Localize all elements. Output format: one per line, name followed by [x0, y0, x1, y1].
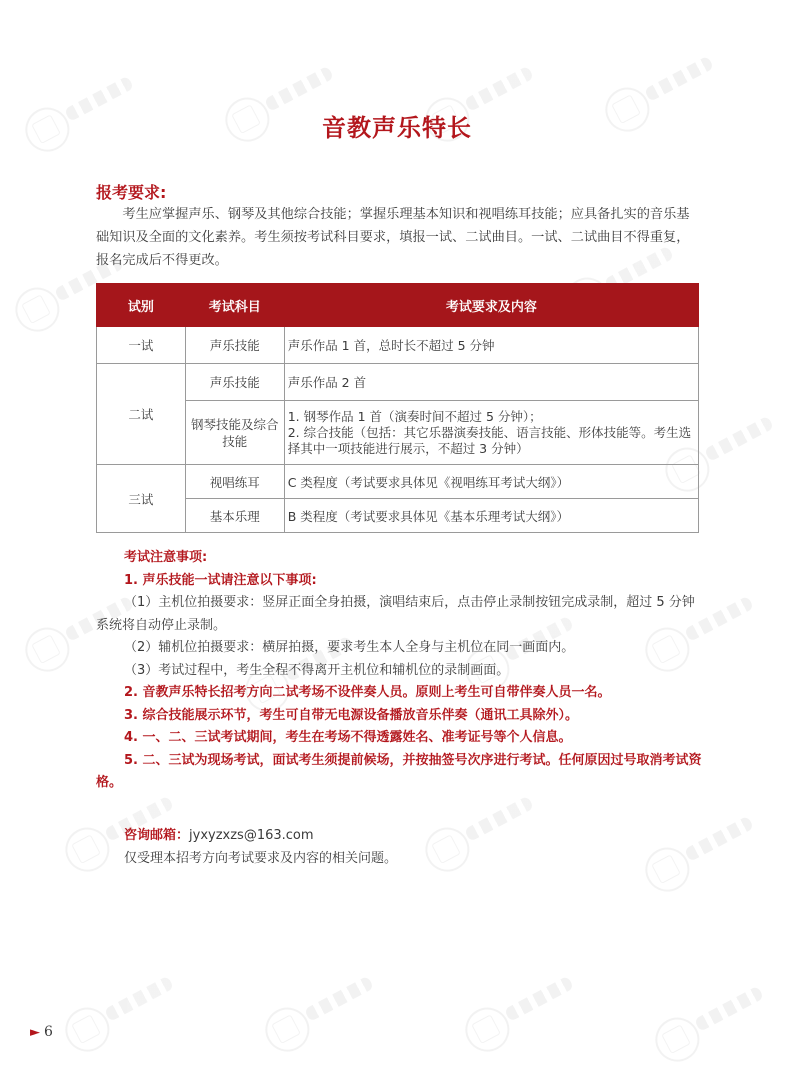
- page-footer: [30, 1024, 53, 1040]
- table-header-row: [97, 284, 699, 327]
- content-line: 1. 钢琴作品 1 首（演奏时间不超过 5 分钟）；: [287, 408, 542, 424]
- page-number: 6: [44, 1024, 53, 1040]
- note-item: （3）考试过程中，考生全程不得离开主机位和辅机位的录制画面。: [124, 662, 510, 678]
- round-label: 三试: [97, 465, 186, 533]
- contact-note: 仅受理本招考方向考试要求及内容的相关问题。: [124, 851, 398, 866]
- note-point: 3. 综合技能展示环节，考生可自带无电源设备播放音乐伴奏（通讯工具除外）。: [124, 707, 579, 723]
- subject-cell: 声乐技能: [185, 327, 284, 364]
- content-cell: 声乐作品 2 首: [284, 364, 698, 401]
- contact-line: [124, 824, 397, 847]
- exam-notes: [96, 547, 706, 795]
- content-line: 2. 综合技能（包括：其它乐器演奏技能、语言技能、形体技能等。考生选择其中一项技能进行展示，不超过 3 分钟）: [287, 424, 692, 456]
- requirements-heading: 报考要求:: [96, 183, 167, 202]
- header-round: 试别: [97, 284, 186, 327]
- watermark-logo: [643, 965, 777, 1074]
- subject-cell: 钢琴技能及综合技能: [185, 401, 284, 465]
- header-content: 考试要求及内容: [284, 284, 698, 327]
- triangle-right-icon: ►: [30, 1025, 40, 1040]
- notes-sub-heading: 1. 声乐技能一试请注意以下事项:: [124, 572, 317, 588]
- watermark-logo: [633, 795, 767, 904]
- subject-cell: 基本乐理: [185, 499, 284, 533]
- watermark-logo: [53, 955, 187, 1064]
- subject-cell: 声乐技能: [185, 364, 284, 401]
- exam-table: [96, 283, 699, 533]
- header-subject: 考试科目: [185, 284, 284, 327]
- requirements-text: 考生应掌握声乐、钢琴及其他综合技能；掌握乐理基本知识和视唱练耳技能；应具备扎实的音乐基础知识及全面的文化素养。考生须按考试科目要求，填报一试、二试曲目。一试、二试曲目不得重复，报名完成后不得更改。: [96, 207, 690, 268]
- note-point: 2. 音教声乐特长招考方向二试考场不设伴奏人员。原则上考生可自带伴奏人员一名。: [124, 685, 611, 700]
- table-row: [97, 327, 699, 364]
- contact-label: 咨询邮箱：: [124, 828, 190, 843]
- content-cell: C 类程度（考试要求具体见《视唱练耳考试大纲》）: [284, 465, 698, 499]
- page-title: 音教声乐特长: [322, 114, 472, 142]
- table-row: [97, 401, 699, 465]
- table-row: [97, 364, 699, 401]
- note-point: 5. 二、三试为现场考试，面试考生须提前候场，并按抽签号次序进行考试。任何原因过号取消考试资格。: [96, 752, 702, 790]
- note-item: （2）辅机位拍摄要求：横屏拍摄，要求考生本人全身与主机位在同一画面内。: [124, 640, 575, 655]
- content-cell: [284, 401, 698, 465]
- contact-section: [124, 824, 397, 870]
- notes-heading: 考试注意事项:: [124, 550, 208, 565]
- contact-email[interactable]: jyxyzxzs@163.com: [189, 828, 314, 843]
- note-item: （1）主机位拍摄要求：竖屏正面全身拍摄，演唱结束后，点击停止录制按钮完成录制，超过 5 分钟系统将自动停止录制。: [96, 595, 695, 633]
- content-cell: B 类程度（考试要求具体见《基本乐理考试大纲》）: [284, 499, 698, 533]
- watermark-logo: [253, 955, 387, 1064]
- round-label: 二试: [97, 364, 186, 465]
- content-cell: 声乐作品 1 首，总时长不超过 5 分钟: [284, 327, 698, 364]
- subject-cell: 视唱练耳: [185, 465, 284, 499]
- round-label: 一试: [97, 327, 186, 364]
- watermark-logo: [453, 955, 587, 1064]
- table-row: [97, 499, 699, 533]
- note-point: 4. 一、二、三试考试期间，考生在考场不得透露姓名、准考证号等个人信息。: [124, 730, 572, 745]
- table-row: [97, 465, 699, 499]
